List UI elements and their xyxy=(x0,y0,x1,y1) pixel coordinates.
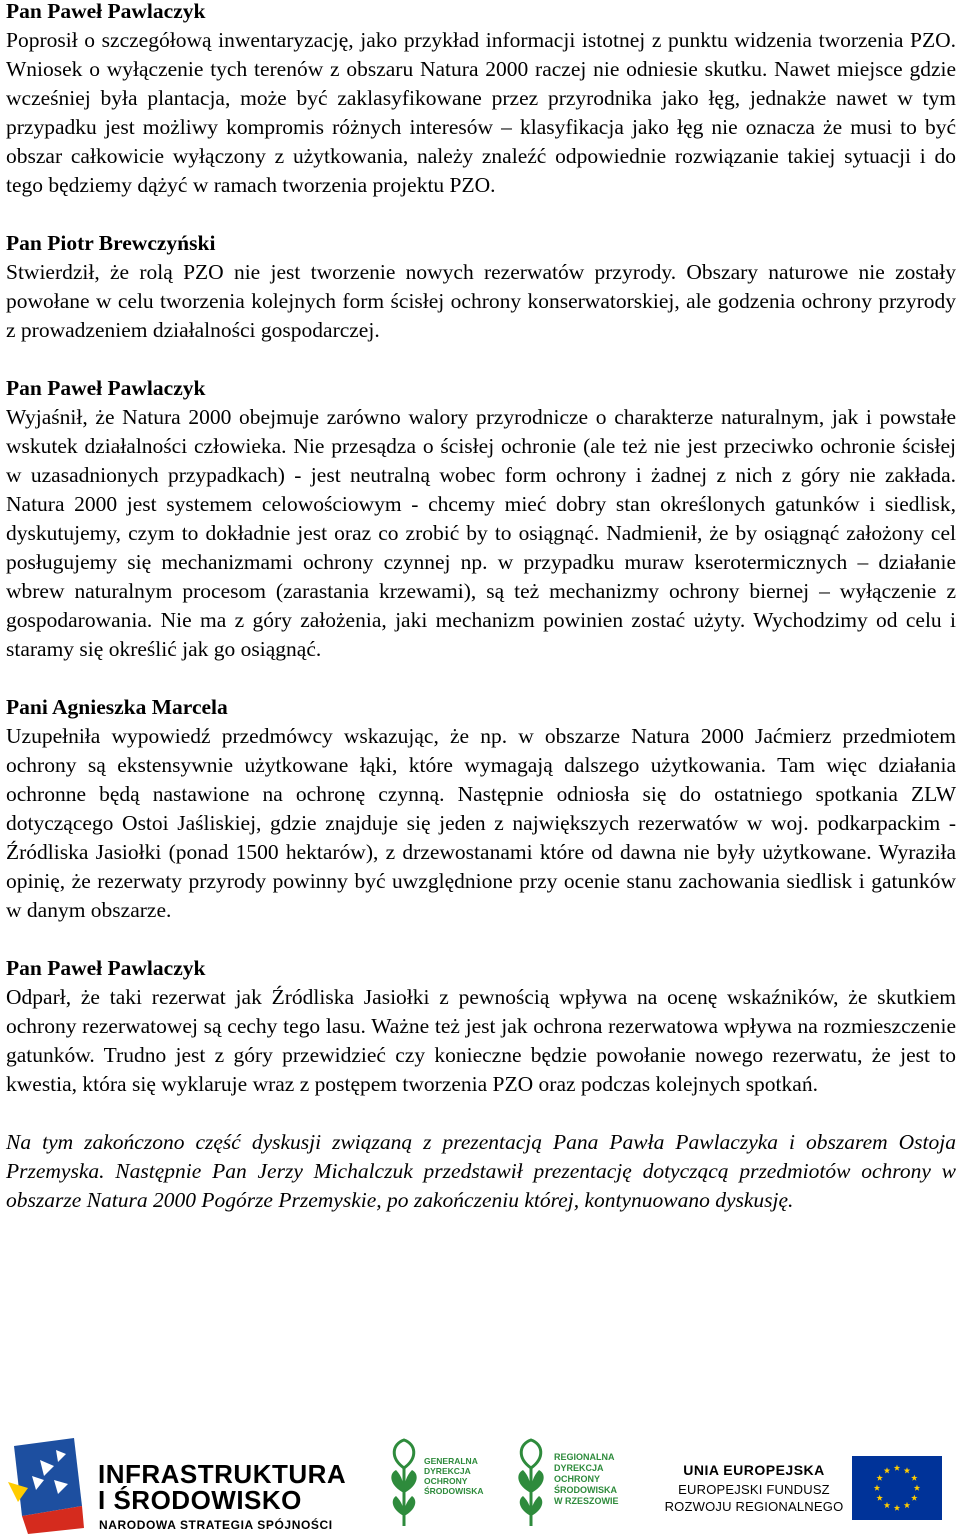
program-name-line1: INFRASTRUKTURA xyxy=(98,1459,347,1489)
discussion-block xyxy=(6,0,956,200)
speaker-statement: Uzupełniła wypowiedź przedmówcy wskazując, że np. w obszarze Natura 2000 Jaćmierz przedmiotem ochrony są ekstensywnie użytkowane łąki, które wymagają dalszego użytkowania. Tam więc działania ochronne będą nastawione na ochronę czynną. Następnie odniosła się do ostatniego spotkania ZLW dotyczącego Ostoi Jaśliskiej, gdzie znajduje się jeden z największych rezerwatów w woj. podkarpackim - Źródliska Jasiołki (ponad 1500 hektarów), z drzewostanami które od dawna nie były użytkowane. Wyraziła opinię, że rezerwaty przyrody powinny być uwzględnione przy ocenie stanu zachowania siedlisk i gatunków w danym obszarze. xyxy=(6,724,956,922)
speaker-name: Pan Paweł Pawlaczyk xyxy=(6,376,206,400)
speaker-statement: Poprosił o szczegółową inwentaryzację, jako przykład informacji istotnej z punktu widzenia tworzenia PZO. Wniosek o wyłączenie tych terenów z obszaru Natura 2000 raczej nie odniesie skutku. Nawet miejsce gdzie wcześniej była plantacja, może być zaklasyfikowane przez przyrodnika jako łęg, jednakże nawet w tym przypadku jest możliwy kompromis różnych interesów – klasyfikacja jako łęg nie oznacza że musi to być obszar całkowicie wyłączony z użytkowania, należy znaleźć odpowiednie rozwiązanie takiej sytuacji i do tego będziemy dążyć w ramach tworzenia projektu PZO. xyxy=(6,28,956,197)
tree-leaf-icon xyxy=(384,1438,424,1528)
closing-note: Na tym zakończono część dyskusji związaną z prezentacją Pana Pawła Pawlaczyka i obszarem Ostoja Przemyska. Następnie Pan Jerzy Michalczuk przedstawił prezentację dotyczącą przedmiotów ochrony w obszarze Natura 2000 Pogórze Przemyskie, po zakończeniu której, kontynuowano dyskusję. xyxy=(6,1130,956,1212)
eu-name: UNIA EUROPEJSKA xyxy=(683,1462,825,1478)
infrastruktura-srodowisko-logo xyxy=(2,1430,347,1538)
erdf-name-line1: EUROPEJSKI FUNDUSZ xyxy=(678,1482,830,1497)
gdos-logo xyxy=(384,1438,484,1534)
discussion-block xyxy=(6,954,956,1099)
speaker-name: Pan Paweł Pawlaczyk xyxy=(6,956,206,980)
program-flag-icon xyxy=(4,1436,86,1536)
discussion-block xyxy=(6,374,956,664)
rdos-logo xyxy=(510,1438,620,1534)
program-name-line2: I ŚRODOWISKO xyxy=(98,1485,302,1515)
discussion-block xyxy=(6,229,956,345)
document-body xyxy=(6,0,956,1244)
speaker-statement: Stwierdził, że rolą PZO nie jest tworzenie nowych rezerwatów przyrody. Obszary naturowe nie zostały powołane w celu tworzenia kolejnych form ścisłej ochrony konserwatorskiej, ale godzenia ochrony przyrody z prowadzeniem działalności gospodarczej. xyxy=(6,260,956,342)
tree-leaf-icon xyxy=(510,1438,552,1528)
speaker-statement: Wyjaśnił, że Natura 2000 obejmuje zarówno walory przyrodnicze o charakterze naturalnym, jak i powstałe wskutek działalności człowieka. Nie przesądza o ścisłej ochronie (ale też nie jest przeciwko ochronie ścisłej w uzasadnionych przypadkach) - jest neutralną wobec form ochrony i żadnej z nich z góry nie zakłada. Natura 2000 jest systemem celowościowym - chcemy mieć dobry stan określonych gatunków i siedlisk, dyskutujemy, czym to dokładnie jest oraz co zrobić by to osiągnąć. Nadmienił, że by osiągnąć założony cel posługujemy się mechanizmami ochrony czynnej np. w przypadku muraw kserotermicznych – działanie wbrew naturalnym procesom (zarastania krzewami), są też mechanizmy ochrony biernej – wyłączenie z gospodarowania. Nie ma z góry założenia, jaki mechanizm powinien zostać użyty. Wychodzimy od celu i staramy się określić jak go osiągnąć. xyxy=(6,405,956,661)
speaker-statement: Odparł, że taki rezerwat jak Źródliska Jasiołki z pewnością wpływa na ocenę wskaźników, że skutkiem ochrony rezerwatowej są cechy tego lasu. Ważne też jest jak ochrona rezerwatowa wpływa na rozmieszczenie gatunków. Trudno jest z góry przewidzieć czy konieczne będzie powołanie nowego rezerwatu, że jest to kwestia, która się wyklaruje wraz z postępem tworzenia PZO oraz podczas kolejnych spotkań. xyxy=(6,985,956,1096)
closing-note-block xyxy=(6,1128,956,1215)
speaker-name: Pani Agnieszka Marcela xyxy=(6,695,228,719)
speaker-name: Pan Piotr Brewczyński xyxy=(6,231,216,255)
footer-logos xyxy=(0,1428,960,1540)
rdos-name: REGIONALNA DYREKCJA OCHRONY ŚRODOWISKA W RZESZOWIE xyxy=(554,1452,619,1506)
speaker-name: Pan Paweł Pawlaczyk xyxy=(6,0,206,23)
eu-flag-icon xyxy=(852,1456,942,1520)
erdf-name-line2: ROZWOJU REGIONALNEGO xyxy=(664,1499,844,1514)
gdos-name: GENERALNA DYREKCJA OCHRONY ŚRODOWISKA xyxy=(424,1456,484,1496)
discussion-block xyxy=(6,693,956,925)
eu-erdf-logo xyxy=(664,1446,954,1536)
program-subtitle: NARODOWA STRATEGIA SPÓJNOŚCI xyxy=(99,1518,333,1532)
